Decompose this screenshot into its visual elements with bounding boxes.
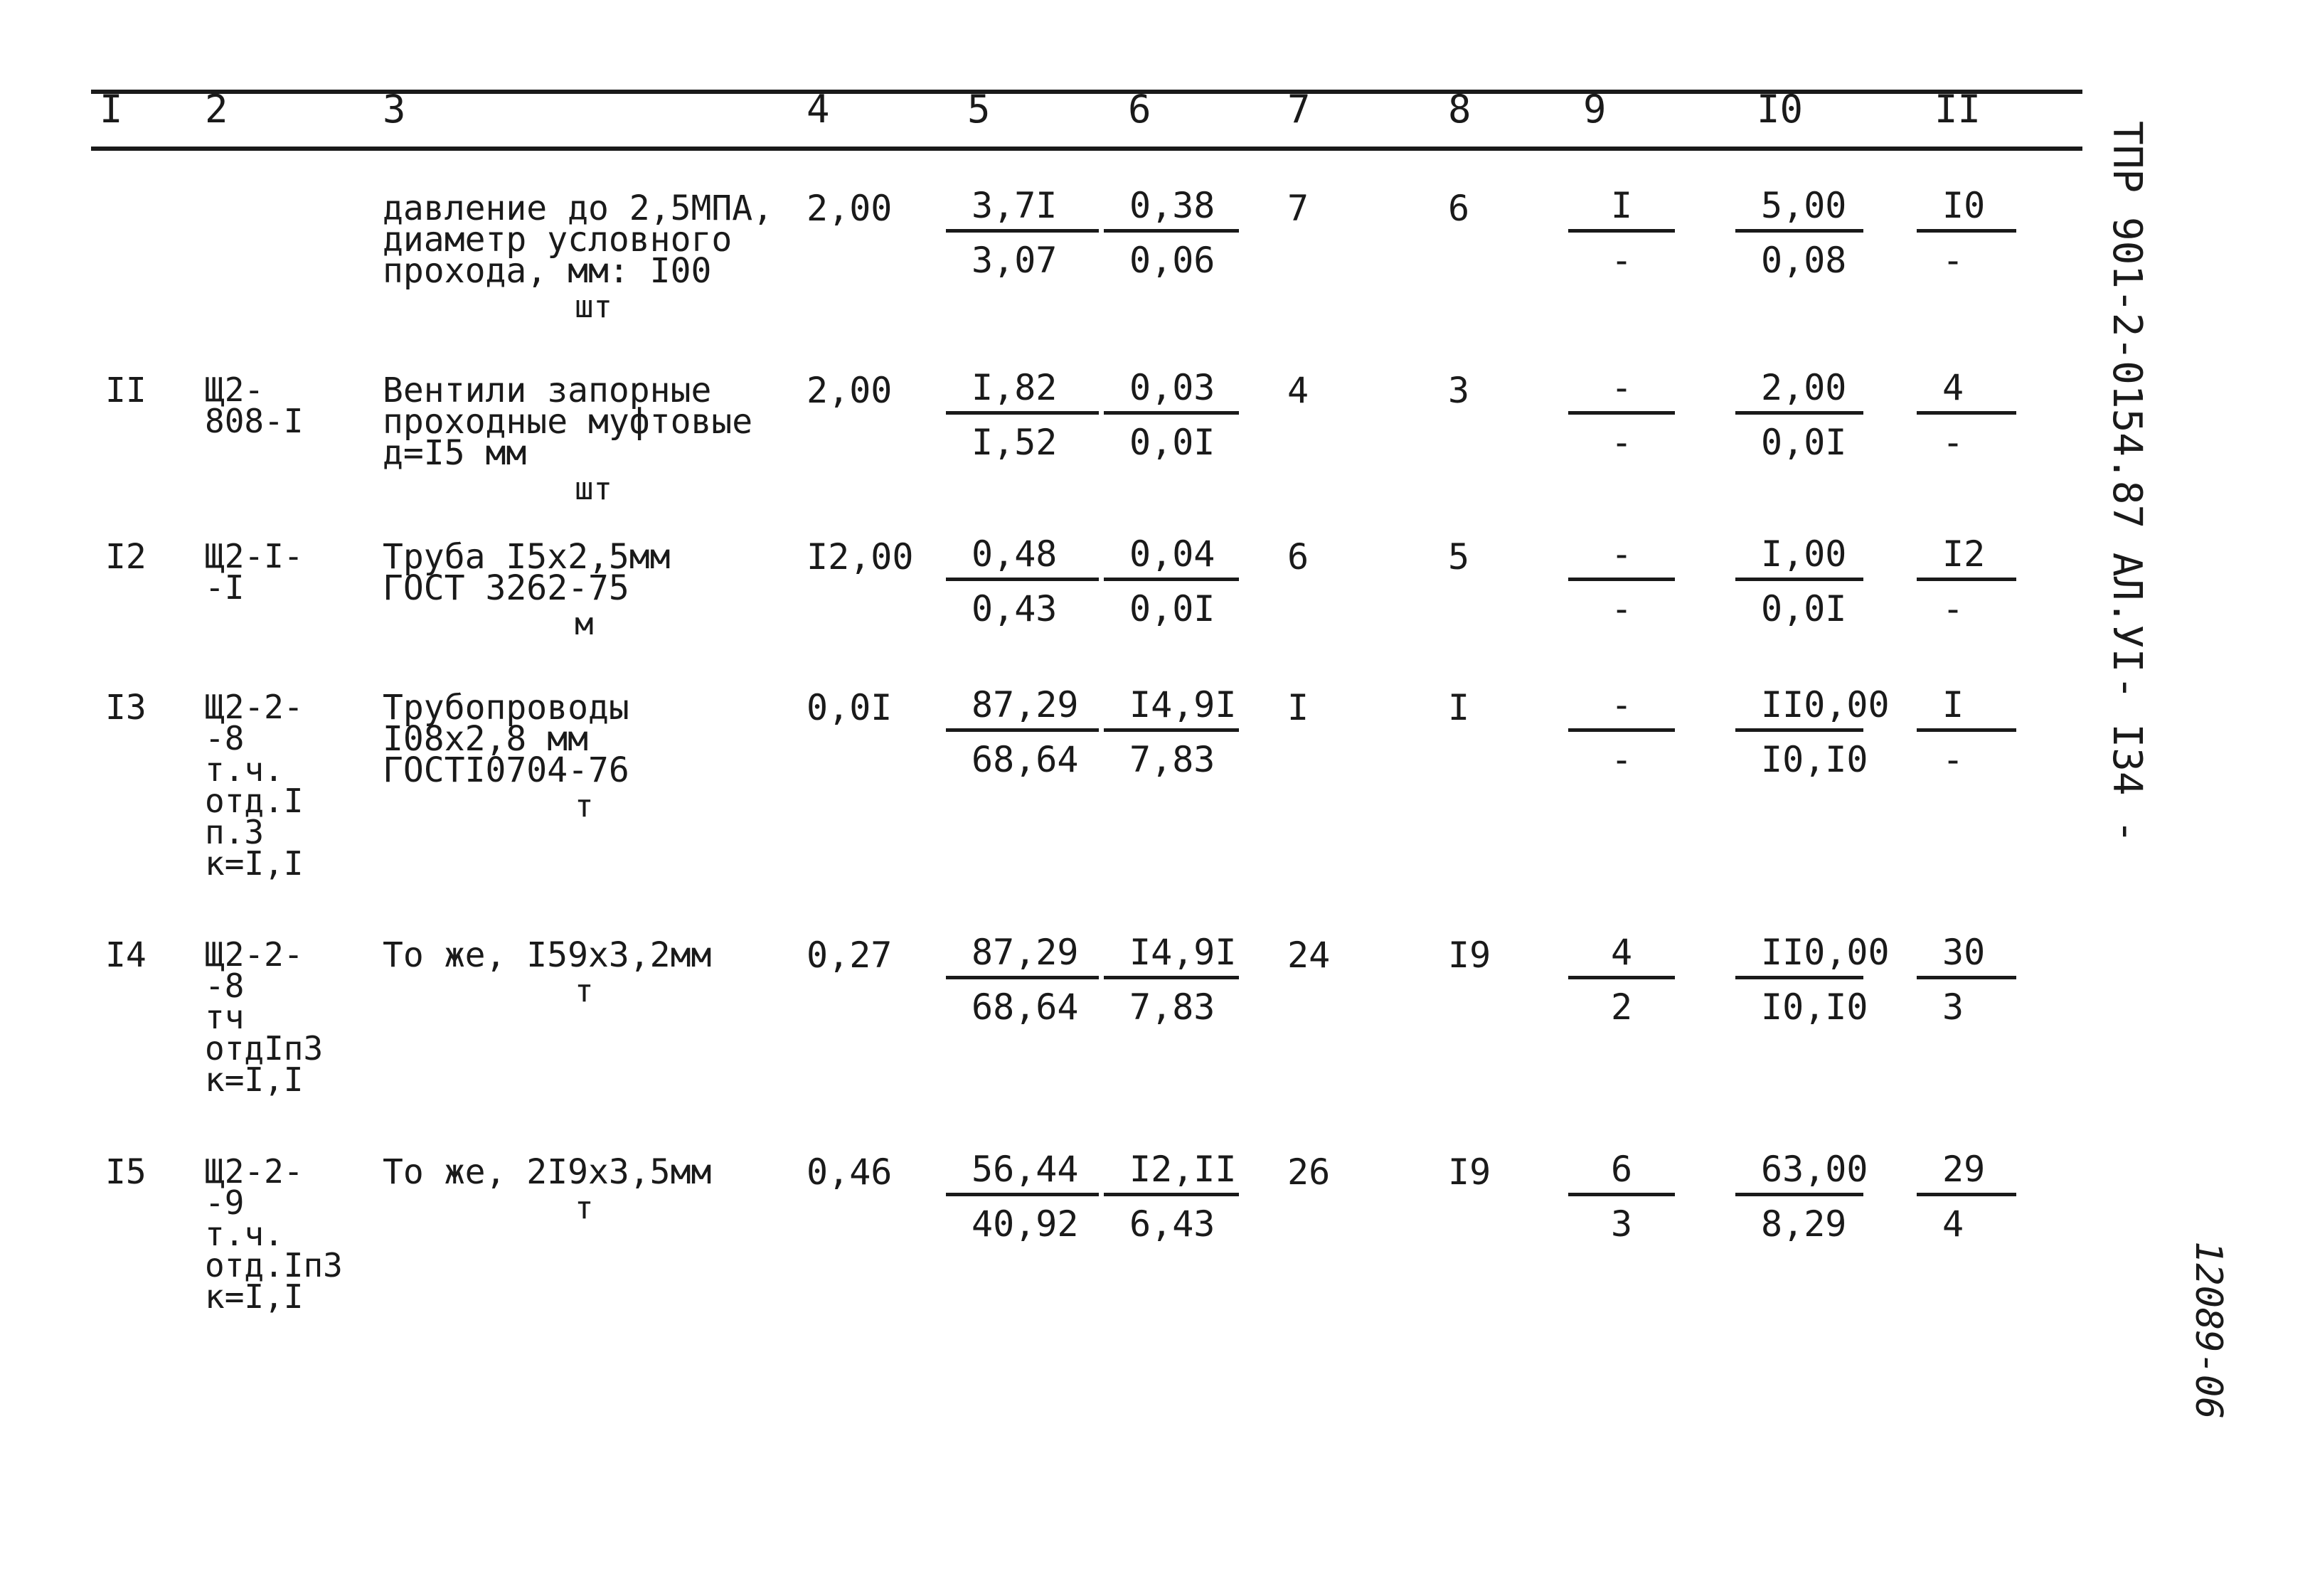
fraction-denominator: 7,83 <box>1129 986 1215 1028</box>
fraction-numerator: I <box>1568 183 1675 233</box>
fraction-numerator: 0,04 <box>1104 532 1239 581</box>
norm-code-line: к=I,I <box>205 1060 304 1099</box>
fraction-c5 <box>946 1147 1099 1246</box>
fraction-denominator: 7,83 <box>1129 739 1215 780</box>
quantity: 0,0I <box>807 687 893 728</box>
fraction-numerator: I2 <box>1917 532 2016 581</box>
fraction-numerator: 29 <box>1917 1147 2016 1196</box>
fraction-numerator: II0,00 <box>1735 683 1863 732</box>
fraction-c10 <box>1735 1147 1868 1246</box>
norm-code-line: т.ч. <box>205 1215 284 1253</box>
fraction-numerator: 4 <box>1568 930 1675 979</box>
quantity: 2,00 <box>807 370 893 411</box>
item-description-line: д=I5 мм <box>383 433 527 473</box>
norm-code-line: тч <box>205 998 245 1036</box>
fraction-c11 <box>1917 183 2016 282</box>
value-c8: 3 <box>1448 370 1470 411</box>
fraction-numerator: II0,00 <box>1735 930 1863 979</box>
col-header-7: 7 <box>1287 87 1311 132</box>
unit-of-measure: м <box>575 606 594 642</box>
norm-code-line: отд.I <box>205 782 304 820</box>
norm-code-line: -I <box>205 568 245 607</box>
fraction-c10 <box>1735 183 1863 282</box>
document-code: ТПР 901-2-0154.87 АЛ.УI <box>2104 121 2150 673</box>
fraction-denominator: 0,08 <box>1761 240 1847 281</box>
value-c8: 5 <box>1448 536 1470 578</box>
value-c7: 4 <box>1287 370 1309 411</box>
fraction-denominator: - <box>1610 588 1633 629</box>
fraction-c9 <box>1568 366 1675 464</box>
fraction-denominator: 3,07 <box>972 240 1058 281</box>
row-number: I2 <box>105 537 147 577</box>
fraction-denominator: 0,0I <box>1761 422 1847 463</box>
quantity: 2,00 <box>807 188 893 229</box>
fraction-numerator: I0 <box>1917 183 2016 233</box>
item-description-line: ГОСТI0704-76 <box>383 750 629 790</box>
value-c7: 6 <box>1287 536 1309 578</box>
fraction-denominator: 0,06 <box>1129 240 1215 281</box>
fraction-numerator: - <box>1568 683 1675 732</box>
fraction-c6 <box>1104 683 1239 782</box>
fraction-denominator: 3 <box>1610 1203 1633 1245</box>
fraction-numerator: I2,II <box>1104 1147 1239 1196</box>
norm-code-line: п.3 <box>205 813 265 851</box>
fraction-denominator: - <box>1610 739 1633 780</box>
fraction-denominator: - <box>1942 588 1964 629</box>
fraction-c6 <box>1104 532 1239 631</box>
fraction-numerator: 56,44 <box>946 1147 1099 1196</box>
col-header-3: 3 <box>383 87 406 132</box>
fraction-c6 <box>1104 366 1239 464</box>
norm-code-line: Щ2-2- <box>205 935 304 974</box>
archive-number: 12089-06 <box>2187 1241 2230 1420</box>
fraction-numerator: 87,29 <box>946 930 1099 979</box>
fraction-c5 <box>946 183 1099 282</box>
col-header-9: 9 <box>1583 87 1607 132</box>
fraction-c11 <box>1917 1147 2016 1246</box>
fraction-c6 <box>1104 1147 1239 1246</box>
col-header-10: I0 <box>1757 87 1804 132</box>
row-number: II <box>105 371 147 410</box>
fraction-denominator: 8,29 <box>1761 1203 1847 1245</box>
col-header-6: 6 <box>1128 87 1151 132</box>
fraction-denominator: 68,64 <box>972 986 1079 1028</box>
item-description-line: прохода, мм: I00 <box>383 251 712 291</box>
fraction-numerator: 63,00 <box>1735 1147 1863 1196</box>
norm-code-line: отд.Iп3 <box>205 1246 343 1284</box>
fraction-c10 <box>1735 683 1890 782</box>
header-bottom-rule <box>91 147 2082 151</box>
fraction-c11 <box>1917 532 2016 631</box>
col-header-1: I <box>100 87 123 132</box>
fraction-c9 <box>1568 1147 1675 1246</box>
unit-of-measure: шт <box>575 471 612 507</box>
col-header-5: 5 <box>967 87 991 132</box>
norm-code-line: Щ2-2- <box>205 1152 304 1191</box>
norm-code-line: -8 <box>205 719 245 757</box>
fraction-numerator: 4 <box>1917 366 2016 415</box>
value-c7: 24 <box>1287 935 1331 976</box>
fraction-numerator: 5,00 <box>1735 183 1863 233</box>
norm-code-line: -9 <box>205 1183 245 1222</box>
item-description-line: давление до 2,5МПА, <box>383 188 774 228</box>
fraction-numerator: 0,48 <box>946 532 1099 581</box>
fraction-numerator: 0,03 <box>1104 366 1239 415</box>
value-c7: I <box>1287 687 1309 728</box>
row-number: I4 <box>105 935 147 975</box>
fraction-denominator: 6,43 <box>1129 1203 1215 1245</box>
quantity: I2,00 <box>807 536 914 578</box>
fraction-denominator: 2 <box>1610 986 1633 1028</box>
fraction-denominator: 68,64 <box>972 739 1079 780</box>
fraction-c6 <box>1104 183 1239 282</box>
fraction-c11 <box>1917 366 2016 464</box>
value-c7: 26 <box>1287 1151 1331 1193</box>
unit-of-measure: шт <box>575 289 612 325</box>
norm-code-line: 808-I <box>205 402 304 440</box>
col-header-4: 4 <box>807 87 830 132</box>
quantity: 0,46 <box>807 1151 893 1193</box>
unit-of-measure: т <box>575 1190 594 1226</box>
fraction-denominator: I,52 <box>972 422 1058 463</box>
fraction-numerator: I <box>1917 683 2016 732</box>
fraction-c5 <box>946 683 1099 782</box>
item-description-line: проходные муфтовые <box>383 402 753 442</box>
fraction-c5 <box>946 930 1099 1029</box>
fraction-denominator: 0,0I <box>1129 588 1215 629</box>
fraction-numerator: 3,7I <box>946 183 1099 233</box>
value-c8: I <box>1448 687 1470 728</box>
item-description-line: Вентили запорные <box>383 371 712 410</box>
col-header-8: 8 <box>1448 87 1471 132</box>
fraction-c9 <box>1568 930 1675 1029</box>
fraction-denominator: 0,0I <box>1129 422 1215 463</box>
fraction-numerator: - <box>1568 532 1675 581</box>
fraction-c6 <box>1104 930 1239 1029</box>
norm-code-line: отдIп3 <box>205 1029 324 1068</box>
fraction-numerator: 87,29 <box>946 683 1099 732</box>
row-number: I5 <box>105 1152 147 1192</box>
fraction-denominator: - <box>1942 422 1964 463</box>
norm-code-line: Щ2-I- <box>205 537 304 575</box>
norm-code-line: Щ2-2- <box>205 688 304 726</box>
fraction-c9 <box>1568 683 1675 782</box>
item-description-line: То же, I59х3,2мм <box>383 935 712 975</box>
fraction-denominator: 0,0I <box>1761 588 1847 629</box>
page-number: - I34 - <box>2104 676 2150 844</box>
fraction-numerator: I,82 <box>946 366 1099 415</box>
fraction-c5 <box>946 532 1099 631</box>
fraction-c10 <box>1735 532 1863 631</box>
fraction-numerator: 2,00 <box>1735 366 1863 415</box>
fraction-numerator: - <box>1568 366 1675 415</box>
fraction-numerator: I4,9I <box>1104 683 1239 732</box>
norm-code-line: т.ч. <box>205 750 284 789</box>
value-c7: 7 <box>1287 188 1309 229</box>
fraction-denominator: I0,I0 <box>1761 739 1868 780</box>
value-c8: 6 <box>1448 188 1470 229</box>
fraction-denominator: I0,I0 <box>1761 986 1868 1028</box>
norm-code-line: -8 <box>205 967 245 1005</box>
fraction-c5 <box>946 366 1099 464</box>
fraction-numerator: 30 <box>1917 930 2016 979</box>
col-header-2: 2 <box>205 87 228 132</box>
fraction-numerator: I4,9I <box>1104 930 1239 979</box>
unit-of-measure: т <box>575 973 594 1009</box>
fraction-denominator: 3 <box>1942 986 1964 1028</box>
unit-of-measure: т <box>575 788 594 824</box>
fraction-denominator: - <box>1942 240 1964 281</box>
value-c8: I9 <box>1448 1151 1491 1193</box>
fraction-c9 <box>1568 183 1675 282</box>
item-description-line: диаметр условного <box>383 220 733 260</box>
value-c8: I9 <box>1448 935 1491 976</box>
item-description-line: ГОСТ 3262-75 <box>383 568 629 608</box>
item-description-line: I08х2,8 мм <box>383 719 588 759</box>
item-description-line: Труба I5х2,5мм <box>383 537 671 577</box>
fraction-denominator: 4 <box>1942 1203 1964 1245</box>
fraction-c10 <box>1735 930 1890 1029</box>
fraction-denominator: - <box>1610 240 1633 281</box>
col-header-11: II <box>1934 87 1981 132</box>
fraction-c11 <box>1917 683 2016 782</box>
quantity: 0,27 <box>807 935 893 976</box>
row-number: I3 <box>105 688 147 728</box>
item-description-line: То же, 2I9х3,5мм <box>383 1152 712 1192</box>
fraction-numerator: 6 <box>1568 1147 1675 1196</box>
fraction-c11 <box>1917 930 2016 1029</box>
fraction-numerator: I,00 <box>1735 532 1863 581</box>
item-description-line: Трубопроводы <box>383 688 629 728</box>
fraction-c10 <box>1735 366 1863 464</box>
fraction-c9 <box>1568 532 1675 631</box>
fraction-denominator: 0,43 <box>972 588 1058 629</box>
fraction-denominator: - <box>1942 739 1964 780</box>
fraction-denominator: 40,92 <box>972 1203 1079 1245</box>
norm-code-line: к=I,I <box>205 844 304 883</box>
norm-code-line: к=I,I <box>205 1277 304 1316</box>
fraction-numerator: 0,38 <box>1104 183 1239 233</box>
norm-code-line: Щ2- <box>205 371 265 409</box>
fraction-denominator: - <box>1610 422 1633 463</box>
